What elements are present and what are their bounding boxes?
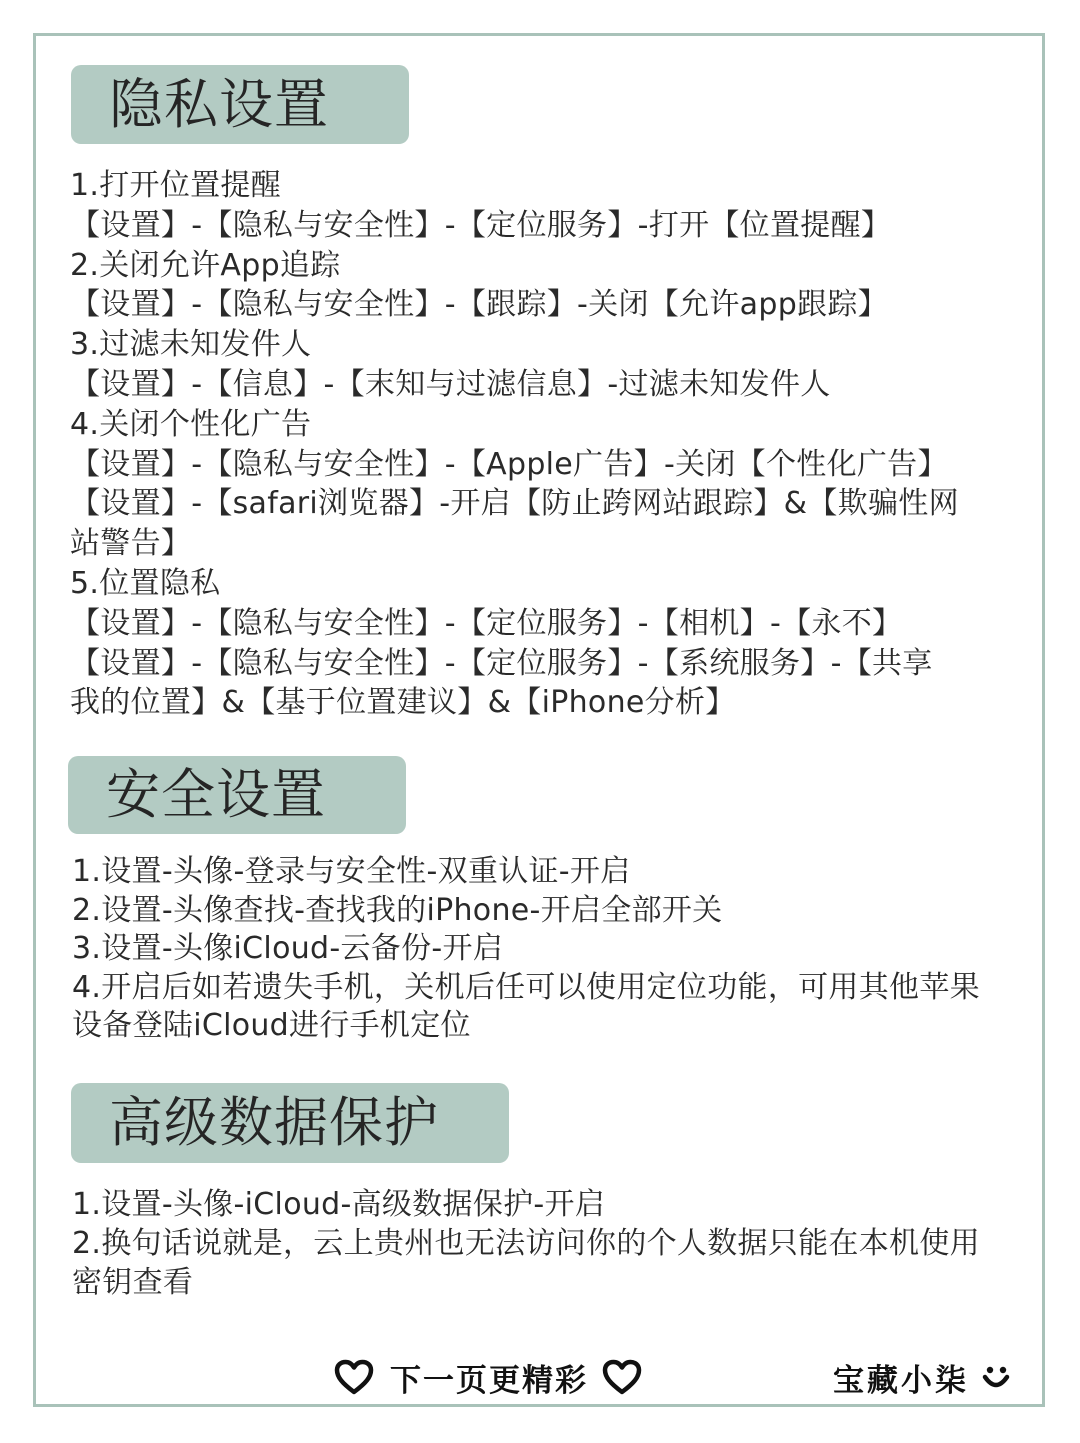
text-line: 1.打开位置提醒 — [70, 168, 282, 203]
text-line: 【设置】-【隐私与安全性】-【定位服务】-打开【位置提醒】 — [70, 207, 892, 243]
privacy-content — [70, 166, 1025, 723]
advanced-content — [72, 1186, 1027, 1302]
section-title-text: 高级数据保护 — [109, 1091, 439, 1154]
text-line: 2.设置-头像查找-查找我的iPhone-开启全部开关 — [72, 892, 723, 928]
next-page-text: 下一页更精彩 — [390, 1362, 588, 1399]
heart-icon — [602, 1359, 642, 1395]
text-line: 1.设置-头像-iCloud-高级数据保护-开启 — [72, 1187, 606, 1222]
text-line: 4.开启后如若遗失手机，关机后任可以使用定位功能，可用其他苹果 — [72, 969, 980, 1005]
section-title-text: 安全设置 — [106, 763, 326, 826]
security-content — [72, 853, 1027, 1046]
text-line: 【设置】-【隐私与安全性】-【Apple广告】-关闭【个性化广告】 — [70, 446, 948, 482]
heart-icon — [334, 1359, 374, 1395]
text-line: 密钥查看 — [72, 1264, 194, 1300]
text-line: 【设置】-【隐私与安全性】-【跟踪】-关闭【允许app跟踪】 — [70, 287, 888, 323]
section-title-privacy — [71, 65, 409, 144]
text-line: 【设置】-【信息】-【末知与过滤信息】-过滤未知发件人 — [70, 366, 831, 402]
section-title-advanced — [71, 1083, 509, 1163]
section-title-security — [68, 756, 406, 834]
text-line: 【设置】-【safari浏览器】-开启【防止跨网站跟踪】&【欺骗性网 — [70, 486, 959, 522]
text-line: 站警告】 — [70, 526, 192, 562]
footer-next-page — [334, 1352, 642, 1402]
text-line: 1.设置-头像-登录与安全性-双重认证-开启 — [72, 854, 631, 889]
text-line: 我的位置】&【基于位置建议】&【iPhone分析】 — [70, 685, 736, 721]
text-line: 4.关闭个性化广告 — [70, 406, 312, 442]
text-line: 3.设置-头像iCloud-云备份-开启 — [72, 931, 504, 967]
section-title-text: 隐私设置 — [109, 72, 329, 136]
footer-brand — [833, 1352, 1011, 1402]
text-line: 设备登陆iCloud进行手机定位 — [72, 1008, 471, 1044]
text-line: 5.位置隐私 — [70, 565, 221, 601]
text-line: 【设置】-【隐私与安全性】-【定位服务】-【相机】-【永不】 — [70, 605, 903, 641]
text-line: 【设置】-【隐私与安全性】-【定位服务】-【系统服务】-【共享 — [70, 645, 933, 681]
text-line: 2.换句话说就是，云上贵州也无法访问你的个人数据只能在本机使用 — [72, 1225, 980, 1261]
text-line: 3.过滤未知发件人 — [70, 327, 312, 363]
text-line: 2.关闭允许App追踪 — [70, 247, 341, 283]
smile-icon — [981, 1362, 1011, 1392]
brand-text: 宝藏小柒 — [833, 1362, 969, 1399]
